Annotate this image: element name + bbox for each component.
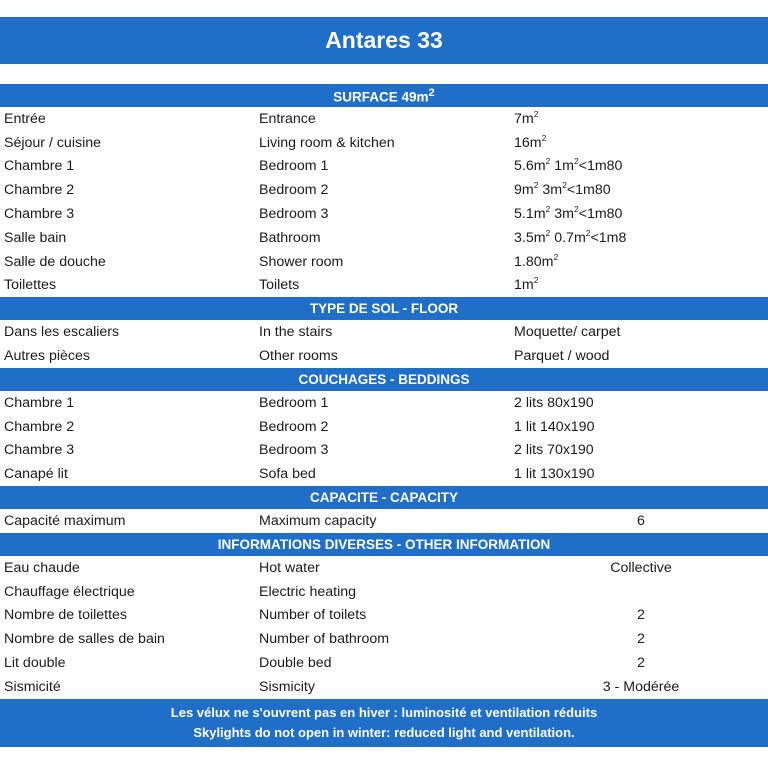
value: 2 lits 70x190 <box>514 442 594 459</box>
table-row <box>0 556 768 580</box>
section-header-surface <box>0 84 768 107</box>
value: $5.1m^2$ $3m^2<1m80$ <box>514 204 623 223</box>
section-header-info <box>0 533 768 556</box>
label-french: Eau chaude <box>4 559 80 576</box>
value: $1.80m^2$ <box>514 251 559 270</box>
label-english: Maximum capacity <box>259 513 377 530</box>
section-title: SURFACE $49m^2$ <box>333 86 435 105</box>
label-english: Sismicity <box>259 678 315 695</box>
section-header-capacity <box>0 486 768 509</box>
value: 1 lit 130x190 <box>514 466 595 483</box>
label-french: Canapé lit <box>4 466 68 483</box>
table-row <box>0 131 768 155</box>
label-french: Nombre de toilettes <box>4 607 128 624</box>
label-english: Electric heating <box>259 583 356 600</box>
page-title: Antares 33 <box>325 27 443 53</box>
table-row <box>0 178 768 202</box>
label-french: Dans les escaliers <box>4 324 120 341</box>
label-english: Bedroom 2 <box>259 418 329 435</box>
label-french: Chambre 3 <box>4 442 75 459</box>
label-french: Séjour / cuisine <box>4 134 101 151</box>
table-row <box>0 202 768 226</box>
label-french: Chambre 1 <box>4 394 75 411</box>
label-english: Bedroom 1 <box>259 394 329 411</box>
table-row <box>0 509 768 533</box>
table-row <box>0 439 768 463</box>
label-english: Hot water <box>259 559 320 576</box>
section-title: COUCHAGES - BEDDINGS <box>298 371 470 387</box>
label-french: Toilettes <box>4 277 57 294</box>
value: Parquet / wood <box>514 348 610 365</box>
value: $3.5m^2$ $0.7m^2<1m8$ <box>514 227 627 246</box>
label-english: Shower room <box>259 253 344 270</box>
table-row <box>0 320 768 344</box>
footer-line-en: Skylights do not open in winter: reduced light and ventilation. <box>193 725 575 741</box>
label-french: Capacité maximum <box>4 513 126 530</box>
value: 2 <box>637 607 645 624</box>
section-header-beddings <box>0 368 768 391</box>
label-english: Bathroom <box>259 229 321 246</box>
table-row <box>0 675 768 699</box>
value: 1 lit 140x190 <box>514 418 595 435</box>
value: Collective <box>610 559 672 576</box>
footer-notice <box>0 699 768 747</box>
table-row <box>0 651 768 675</box>
label-english: Bedroom 1 <box>259 158 329 175</box>
value: $5.6m^2$ $1m^2<1m80$ <box>514 156 623 175</box>
section-title: TYPE DE SOL - FLOOR <box>309 301 459 317</box>
label-french: Lit double <box>4 655 66 672</box>
section-title: CAPACITE - CAPACITY <box>310 490 458 506</box>
section-title: INFORMATIONS DIVERSES - OTHER INFORMATION <box>217 536 551 552</box>
label-french: Chauffage électrique <box>4 583 135 600</box>
footer-line-fr: Les vélux ne s'ouvrent pas en hiver : luminosité et ventilation réduits <box>170 705 598 721</box>
value: 2 <box>637 631 645 648</box>
label-english: Bedroom 3 <box>259 206 329 223</box>
label-french: Chambre 1 <box>4 158 75 175</box>
value: $7m^2$ <box>514 108 539 127</box>
label-english: Double bed <box>259 655 332 672</box>
section-header-floor <box>0 297 768 320</box>
value: $1m^2$ <box>514 275 539 294</box>
table-row <box>0 155 768 179</box>
table-row <box>0 462 768 486</box>
value: 6 <box>637 513 645 530</box>
label-french: Salle bain <box>4 229 67 246</box>
info-sheet <box>0 84 768 747</box>
table-row <box>0 250 768 274</box>
label-french: Sismicité <box>4 678 61 695</box>
label-english: Bedroom 3 <box>259 442 329 459</box>
label-french: Chambre 2 <box>4 418 75 435</box>
value: Moquette/ carpet <box>514 324 621 341</box>
value: $9m^2$ $3m^2<1m80$ <box>514 180 611 199</box>
table-row <box>0 107 768 131</box>
label-french: Salle de douche <box>4 253 106 270</box>
value: 2 lits 80x190 <box>514 394 594 411</box>
label-english: Bedroom 2 <box>259 182 329 199</box>
label-english: Toilets <box>259 277 300 294</box>
table-row <box>0 580 768 604</box>
table-row <box>0 415 768 439</box>
label-french: Chambre 3 <box>4 206 75 223</box>
label-english: Entrance <box>259 110 316 127</box>
table-row <box>0 391 768 415</box>
label-french: Chambre 2 <box>4 182 75 199</box>
table-row <box>0 344 768 368</box>
value: $16m^2$ <box>514 132 547 151</box>
table-row <box>0 226 768 250</box>
value: 2 <box>637 655 645 672</box>
table-row <box>0 604 768 628</box>
table-row <box>0 274 768 298</box>
label-english: Number of bathroom <box>259 631 390 648</box>
label-french: Nombre de salles de bain <box>4 631 165 648</box>
label-french: Entrée <box>4 110 46 127</box>
label-english: In the stairs <box>259 324 333 341</box>
label-english: Other rooms <box>259 348 338 365</box>
label-english: Number of toilets <box>259 607 367 624</box>
page-title-bar <box>0 17 768 64</box>
label-english: Sofa bed <box>259 466 316 483</box>
label-french: Autres pièces <box>4 348 90 365</box>
table-row <box>0 627 768 651</box>
label-english: Living room & kitchen <box>259 134 395 151</box>
value: 3 - Modérée <box>602 678 680 695</box>
